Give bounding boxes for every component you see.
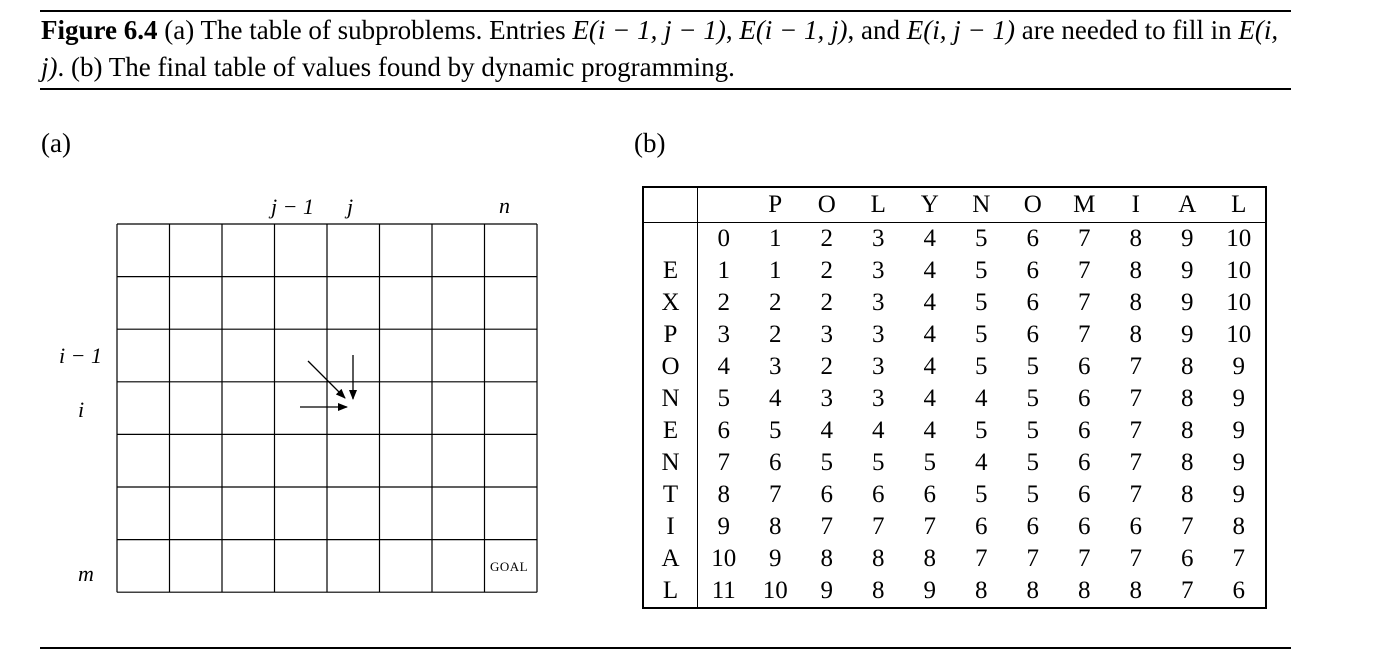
value-cell: 6 [1078,449,1091,476]
row-label-cell: N [643,447,698,479]
value-cell: 10 [1226,225,1252,252]
value-cell: 8 [923,545,936,572]
value-cell: 7 [769,481,782,508]
panel-a-label: (a) [41,128,71,158]
value-cell: 6 [975,513,988,540]
value-cell: 7 [923,513,936,540]
row-label-cell: E [643,415,698,447]
value-cell: 7 [1026,545,1039,572]
value-cell: 6 [1078,417,1091,444]
value-cell: 6 [1078,513,1091,540]
header-cell: Y [904,187,956,223]
value-cell: 3 [872,257,885,284]
value-cell: 2 [769,321,782,348]
value-cell: 2 [820,225,833,252]
header-cell: O [1007,187,1059,223]
value-cell: 3 [872,225,885,252]
value-cell: 8 [1078,577,1091,604]
value-cell: 7 [1129,545,1142,572]
value-cell: 6 [1026,513,1039,540]
value-cell: 3 [872,289,885,316]
goal-label: GOAL [490,559,529,574]
row-label-cell: T [643,479,698,511]
value-cell: 4 [923,289,936,316]
value-cell: 8 [1181,481,1194,508]
table-row [643,319,1266,351]
value-cell: 4 [769,385,782,412]
value-cell: 7 [975,545,988,572]
table-row [643,575,1266,608]
value-cell: 5 [1026,449,1039,476]
table-row [643,543,1266,575]
caption-term: E(i, j − 1) [906,15,1015,45]
value-cell: 10 [1226,289,1252,316]
value-cell: 8 [872,545,885,572]
value-cell: 7 [1078,289,1091,316]
value-cell: 9 [1232,385,1245,412]
value-cell: 6 [1078,353,1091,380]
value-cell: 7 [1078,321,1091,348]
value-cell: 3 [820,385,833,412]
value-cell: 0 [717,225,730,252]
value-cell: 5 [975,289,988,316]
table-row [643,447,1266,479]
row-label-cell: X [643,287,698,319]
value-cell: 5 [1026,385,1039,412]
table-row [643,479,1266,511]
caption-part-b: (b) [71,52,103,82]
value-cell: 5 [975,481,988,508]
value-cell: 7 [1129,385,1142,412]
value-cell: 9 [923,577,936,604]
value-cell: 6 [1026,289,1039,316]
value-cell: 8 [1181,417,1194,444]
row-label-cell [643,223,698,256]
row-label-i: i [78,397,85,422]
value-cell: 2 [820,257,833,284]
value-cell: 7 [1078,257,1091,284]
value-cell: 2 [717,289,730,316]
value-cell: 7 [1181,513,1194,540]
value-cell: 5 [923,449,936,476]
value-cell: 1 [769,257,782,284]
value-cell: 4 [717,353,730,380]
caption-term: E(i − 1, j − 1) [572,15,726,45]
value-cell: 4 [923,385,936,412]
value-cell: 8 [872,577,885,604]
value-cell: 6 [1026,321,1039,348]
col-label-j-minus-1: j − 1 [271,194,314,219]
value-cell: 7 [820,513,833,540]
value-cell: 3 [769,353,782,380]
value-cell: 7 [1181,577,1194,604]
value-cell: 8 [717,481,730,508]
dp-table [642,186,1267,609]
value-cell: 2 [769,289,782,316]
value-cell: 6 [1026,225,1039,252]
value-cell: 8 [1129,577,1142,604]
value-cell: 9 [1181,289,1194,316]
caption-sep: , and [847,15,901,45]
value-cell: 3 [872,321,885,348]
value-cell: 5 [872,449,885,476]
panel-b-label: (b) [634,128,666,158]
value-cell: 9 [1232,353,1245,380]
table-row [643,351,1266,383]
table-row [643,255,1266,287]
value-cell: 6 [1181,545,1194,572]
value-cell: 6 [717,417,730,444]
value-cell: 5 [975,225,988,252]
row-label-cell: O [643,351,698,383]
value-cell: 4 [923,321,936,348]
value-cell: 9 [1181,257,1194,284]
value-cell: 7 [872,513,885,540]
value-cell: 8 [769,513,782,540]
value-cell: 9 [1232,481,1245,508]
value-cell: 9 [769,545,782,572]
value-cell: 3 [717,321,730,348]
value-cell: 10 [762,577,788,604]
row-label-m: m [78,561,94,586]
table-row [643,383,1266,415]
header-cell: L [853,187,905,223]
col-label-j: j [347,194,354,219]
value-cell: 5 [975,353,988,380]
col-label-n: n [499,193,510,218]
caption-term: E(i − 1, j) [739,15,848,45]
value-cell: 8 [1129,257,1142,284]
value-cell: 6 [923,481,936,508]
caption-text: . [57,52,65,82]
value-cell: 10 [1226,321,1252,348]
caption-sep: , [725,15,733,45]
row-label-cell: P [643,319,698,351]
value-cell: 9 [1232,449,1245,476]
value-cell: 11 [711,577,736,604]
caption-text: The table of subproblems. Entries [200,15,566,45]
value-cell: 8 [975,577,988,604]
value-cell: 8 [1026,577,1039,604]
value-cell: 4 [975,449,988,476]
figure-label: Figure 6.4 [41,15,158,45]
value-cell: 10 [711,545,737,572]
value-cell: 6 [1129,513,1142,540]
value-cell: 7 [1078,545,1091,572]
value-cell: 9 [1232,417,1245,444]
caption-text: The final table of values found by dynamic programming. [108,52,735,82]
value-cell: 2 [820,289,833,316]
value-cell: 8 [1181,385,1194,412]
value-cell: 6 [1026,257,1039,284]
value-cell: 7 [1129,481,1142,508]
value-cell: 4 [923,225,936,252]
value-cell: 4 [975,385,988,412]
value-cell: 9 [1181,321,1194,348]
value-cell: 9 [1181,225,1194,252]
caption-part-a: (a) [164,15,195,45]
header-cell: N [956,187,1008,223]
header-cell: P [750,187,802,223]
value-cell: 3 [872,353,885,380]
caption-term: E(i, j) [41,15,1279,82]
value-cell: 8 [820,545,833,572]
row-label-i-minus-1: i − 1 [59,343,102,368]
row-label-cell: N [643,383,698,415]
value-cell: 1 [769,225,782,252]
value-cell: 7 [1129,353,1142,380]
value-cell: 4 [820,417,833,444]
value-cell: 2 [820,353,833,380]
table-row [643,415,1266,447]
table-row [643,511,1266,543]
header-cell: A [1162,187,1214,223]
row-label-cell: A [643,543,698,575]
value-cell: 5 [975,257,988,284]
value-cell: 6 [1078,481,1091,508]
header-cell: O [801,187,853,223]
row-label-cell: E [643,255,698,287]
table-header-row [643,187,1266,223]
value-cell: 1 [717,257,730,284]
value-cell: 8 [1129,321,1142,348]
value-cell: 7 [1129,417,1142,444]
row-label-cell: L [643,575,698,608]
corner-cell [643,187,698,223]
value-cell: 6 [769,449,782,476]
value-cell: 10 [1226,257,1252,284]
value-cell: 9 [820,577,833,604]
header-cell: M [1059,187,1111,223]
caption-text: are needed to fill in [1021,15,1232,45]
header-cell [698,187,750,223]
value-cell: 7 [1232,545,1245,572]
value-cell: 7 [717,449,730,476]
table-row [643,223,1266,256]
value-cell: 3 [820,321,833,348]
value-cell: 8 [1181,353,1194,380]
value-cell: 8 [1232,513,1245,540]
row-label-cell: I [643,511,698,543]
value-cell: 8 [1181,449,1194,476]
value-cell: 6 [820,481,833,508]
value-cell: 5 [975,321,988,348]
value-cell: 7 [1129,449,1142,476]
header-cell: I [1110,187,1162,223]
value-cell: 6 [1078,385,1091,412]
value-cell: 4 [872,417,885,444]
value-cell: 4 [923,353,936,380]
table-row [643,287,1266,319]
value-cell: 7 [1078,225,1091,252]
header-cell: L [1213,187,1266,223]
value-cell: 4 [923,417,936,444]
value-cell: 8 [1129,289,1142,316]
value-cell: 8 [1129,225,1142,252]
value-cell: 5 [717,385,730,412]
value-cell: 9 [717,513,730,540]
value-cell: 5 [769,417,782,444]
value-cell: 5 [975,417,988,444]
value-cell: 3 [872,385,885,412]
value-cell: 4 [923,257,936,284]
value-cell: 5 [1026,417,1039,444]
value-cell: 6 [872,481,885,508]
value-cell: 5 [820,449,833,476]
value-cell: 5 [1026,353,1039,380]
value-cell: 5 [1026,481,1039,508]
value-cell: 6 [1232,577,1245,604]
